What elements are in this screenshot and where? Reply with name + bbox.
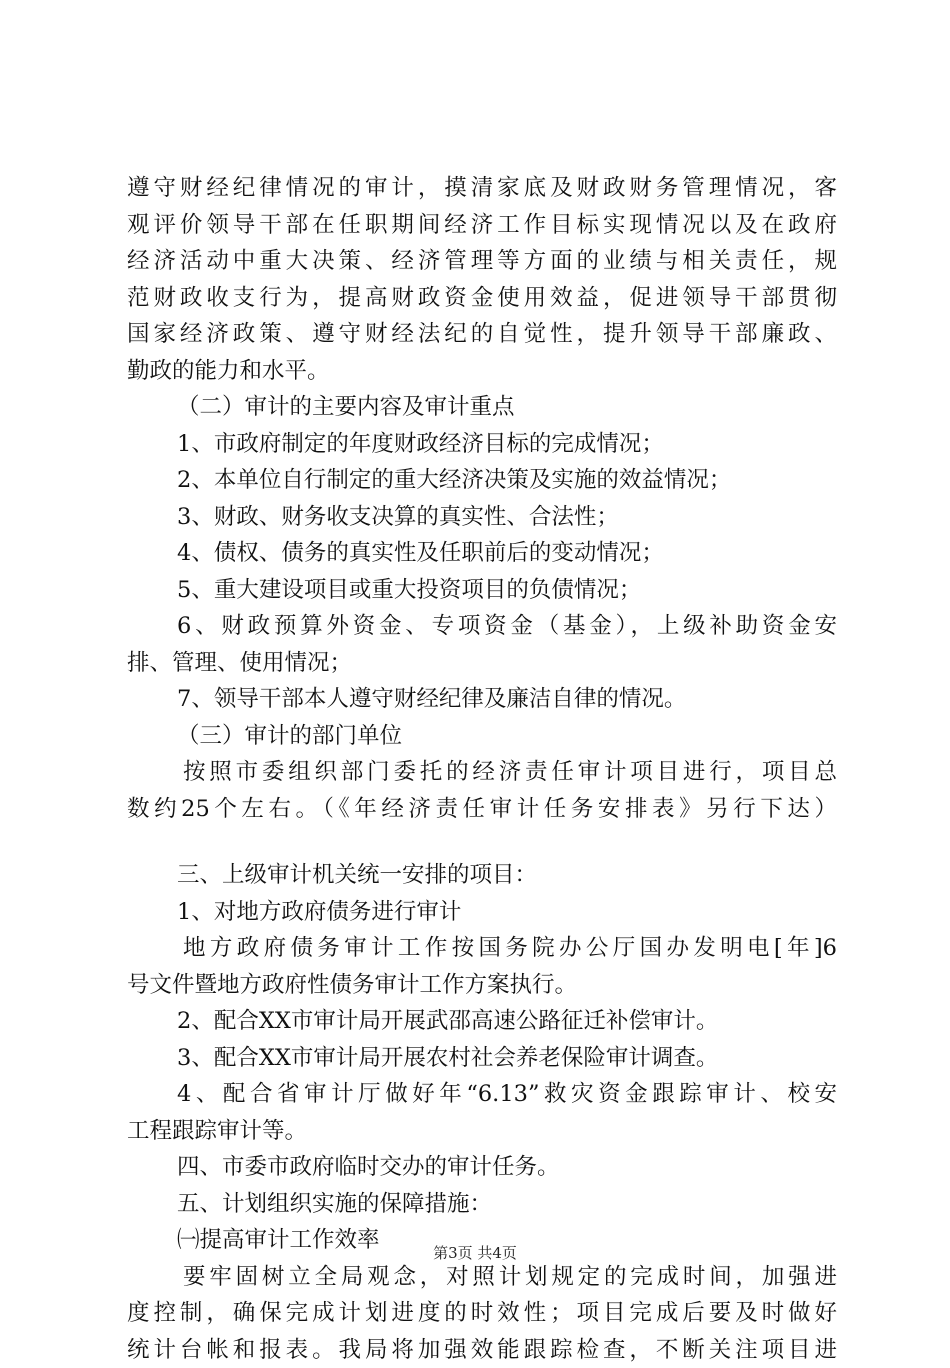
- document-body: [127, 170, 837, 1368]
- text-line: 经济活动中重大决策、经济管理等方面的业绩与相关责任，规: [127, 243, 837, 280]
- section-heading: 五、计划组织实施的保障措施：: [127, 1186, 837, 1223]
- text-line: 国家经济政策、遵守财经法纪的自觉性，提升领导干部廉政、: [127, 316, 837, 353]
- list-item: 3、配合XX市审计局开展农村社会养老保险审计调查。: [127, 1040, 837, 1077]
- section-heading: （三）审计的部门单位: [127, 718, 837, 755]
- text-line: 度控制，确保完成计划进度的时效性；项目完成后要及时做好: [127, 1295, 837, 1332]
- paragraph-gap: [127, 827, 837, 857]
- text-line: 观评价领导干部在任职期间经济工作目标实现情况以及在政府: [127, 207, 837, 244]
- text-line: 号文件暨地方政府性债务审计工作方案执行。: [127, 967, 837, 1004]
- list-item: 3、财政、财务收支决算的真实性、合法性；: [127, 499, 837, 536]
- list-item: 1、对地方政府债务进行审计: [127, 894, 837, 931]
- list-item: 2、配合XX市审计局开展武邵高速公路征迁补偿审计。: [127, 1003, 837, 1040]
- list-item: 4、配合省审计厅做好年“6.13”救灾资金跟踪审计、校安: [127, 1076, 837, 1113]
- page-number-footer: 第3页 共4页: [0, 1243, 950, 1263]
- text-line: 勤政的能力和水平。: [127, 353, 837, 390]
- text-line: 地方政府债务审计工作按国务院办公厅国办发明电[年]6: [127, 930, 837, 967]
- text-line: 按照市委组织部门委托的经济责任审计项目进行，项目总: [127, 754, 837, 791]
- section-heading: 三、上级审计机关统一安排的项目：: [127, 857, 837, 894]
- text-line: 要牢固树立全局观念，对照计划规定的完成时间，加强进: [127, 1259, 837, 1296]
- list-item: 2、本单位自行制定的重大经济决策及实施的效益情况；: [127, 462, 837, 499]
- text-line: 范财政收支行为，提高财政资金使用效益，促进领导干部贯彻: [127, 280, 837, 317]
- text-line: 数约25个左右。（《年经济责任审计任务安排表》另行下达）: [127, 791, 837, 828]
- text-line: 遵守财经纪律情况的审计，摸清家底及财政财务管理情况，客: [127, 170, 837, 207]
- text-line: 统计台帐和报表。我局将加强效能跟踪检查，不断关注项目进: [127, 1332, 837, 1368]
- section-heading: （二）审计的主要内容及审计重点: [127, 389, 837, 426]
- text-line: 工程跟踪审计等。: [127, 1113, 837, 1150]
- section-heading: 四、市委市政府临时交办的审计任务。: [127, 1149, 837, 1186]
- list-item: 6、财政预算外资金、专项资金（基金），上级补助资金安: [127, 608, 837, 645]
- list-item: 7、领导干部本人遵守财经纪律及廉洁自律的情况。: [127, 681, 837, 718]
- list-item: 5、重大建设项目或重大投资项目的负债情况；: [127, 572, 837, 609]
- text-line: 排、管理、使用情况；: [127, 645, 837, 682]
- list-item: 1、市政府制定的年度财政经济目标的完成情况；: [127, 426, 837, 463]
- list-item: 4、债权、债务的真实性及任职前后的变动情况；: [127, 535, 837, 572]
- subsection-heading: ㈠提高审计工作效率: [127, 1222, 837, 1259]
